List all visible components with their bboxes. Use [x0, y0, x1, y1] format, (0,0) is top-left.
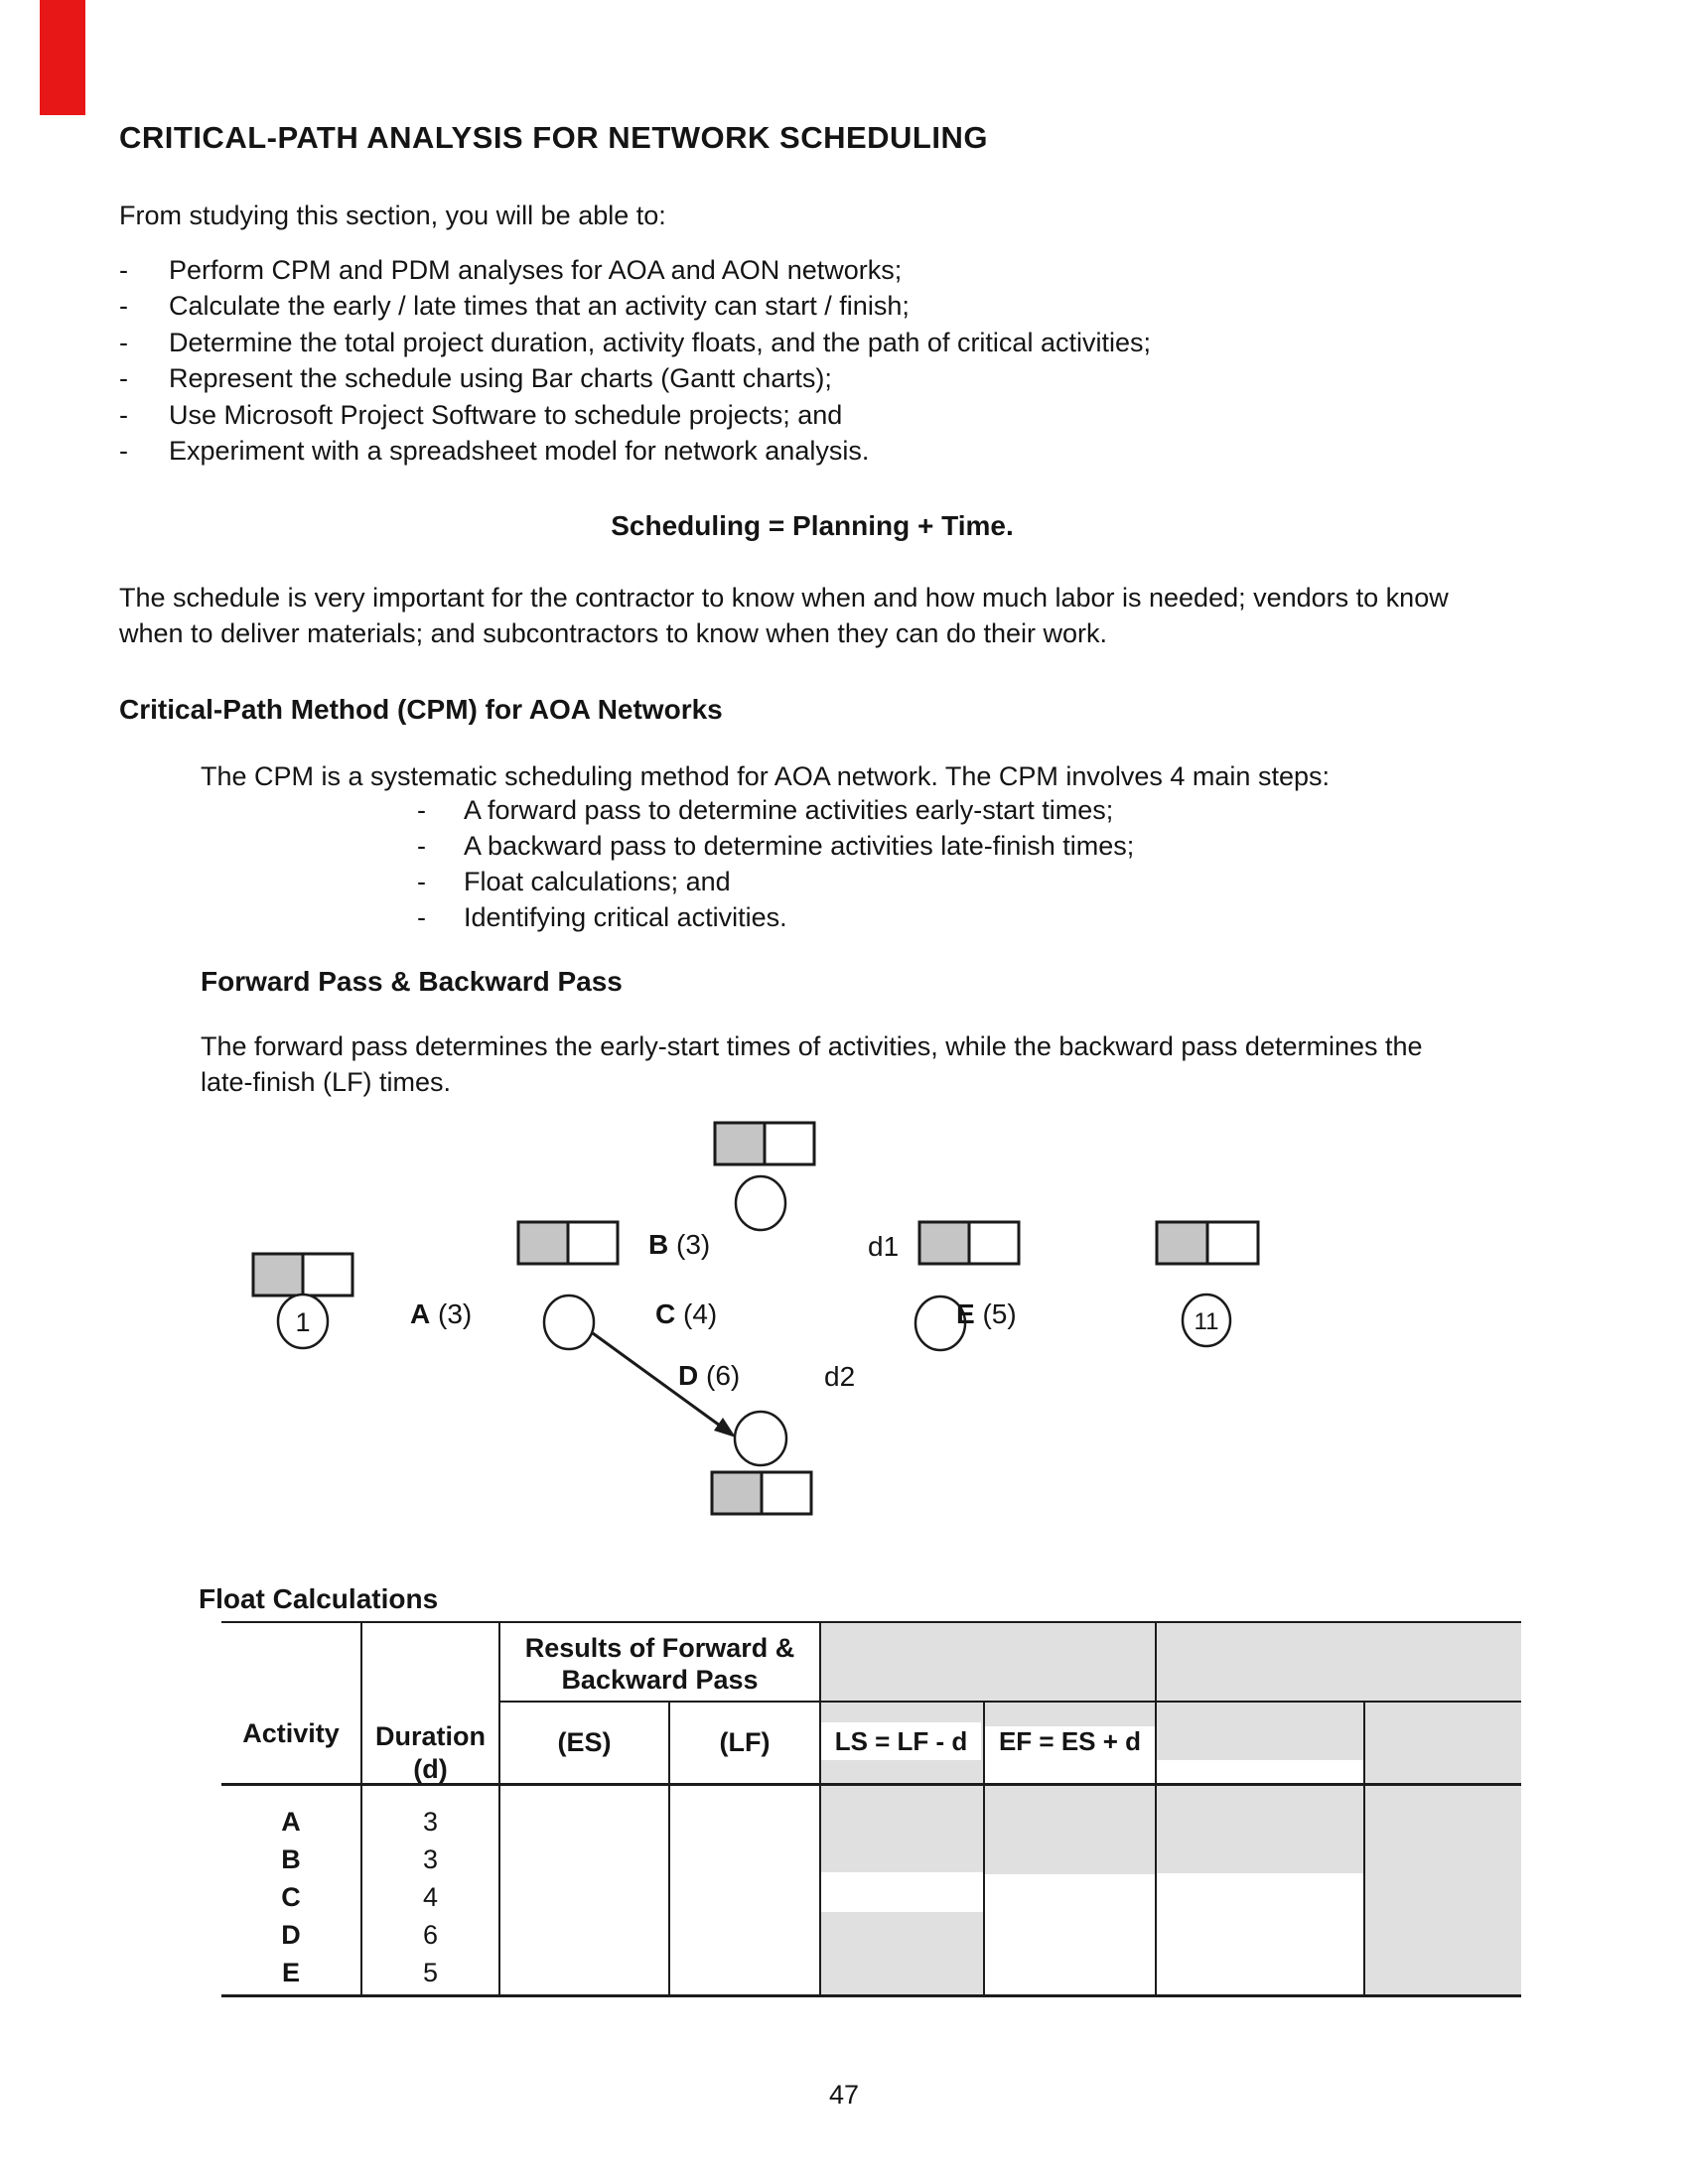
table-row-activity: A [281, 1807, 301, 1837]
event-node [736, 1176, 785, 1230]
white-band [1157, 1760, 1363, 1784]
bullet-dash: - [119, 255, 128, 285]
list-item [119, 399, 1529, 435]
bullet-dash: - [119, 291, 128, 322]
float-calculations-table [221, 1621, 1521, 2000]
objective-text: Experiment with a spreadsheet model for network analysis. [169, 435, 870, 466]
activity-name: C [655, 1298, 676, 1329]
activity-duration: (4) [683, 1298, 718, 1329]
shaded-cell [983, 1785, 1157, 1874]
table-row-duration: 6 [422, 1920, 439, 1950]
activity-label-d [678, 1360, 740, 1392]
activity-name: B [648, 1229, 669, 1260]
page-number: 47 [828, 2080, 860, 2110]
table-row-duration: 4 [422, 1882, 439, 1912]
paragraph-line: The forward pass determines the early-start times of activities, while the backward pass determines the [201, 1031, 1423, 1061]
objective-text: Calculate the early / late times that an activity can start / finish; [169, 291, 910, 322]
activity-name: E [956, 1298, 975, 1329]
shaded-cell [1155, 1785, 1365, 1873]
activity-label-e [956, 1298, 1017, 1330]
table-border [819, 1621, 821, 1997]
table-border [498, 1701, 1521, 1703]
red-corner-marker [40, 0, 85, 115]
es-lf-box [919, 1222, 969, 1264]
table-row-activity: D [281, 1920, 301, 1950]
span-header-line1: Results of Forward & [524, 1633, 795, 1663]
list-item [119, 362, 1529, 398]
objective-text: Determine the total project duration, activity floats, and the path of critical activities; [169, 327, 1151, 357]
event-node [735, 1412, 786, 1465]
table-row-duration: 3 [422, 1844, 439, 1874]
activity-duration: (5) [982, 1298, 1017, 1329]
list-item [417, 830, 1410, 866]
bullet-dash: - [119, 399, 128, 430]
col-header-es: (ES) [557, 1727, 612, 1757]
table-border [221, 1994, 1521, 1997]
table-border [1363, 1701, 1365, 1997]
activity-label-c [655, 1298, 717, 1330]
page-title: CRITICAL-PATH ANALYSIS FOR NETWORK SCHEDULING [119, 120, 988, 155]
es-lf-box [253, 1254, 303, 1296]
es-lf-box [712, 1472, 762, 1514]
col-header-ls-formula: LS = LF - d [834, 1726, 968, 1756]
shaded-cell [1363, 1703, 1521, 1783]
table-row-duration: 3 [422, 1807, 439, 1837]
intro-text: From studying this section, you will be able to: [119, 201, 666, 230]
es-lf-box [765, 1123, 814, 1164]
bullet-dash: - [119, 363, 128, 394]
cpm-steps-list [417, 794, 1410, 937]
bullet-dash: - [417, 902, 426, 932]
bullet-dash: - [119, 435, 128, 466]
col-header-lf: (LF) [719, 1727, 771, 1757]
list-item [417, 901, 1410, 937]
es-lf-box [969, 1222, 1019, 1264]
list-item [417, 794, 1410, 830]
es-lf-box [1207, 1222, 1258, 1264]
arrowhead [714, 1418, 736, 1437]
objectives-list [119, 254, 1529, 471]
col-header-ef-formula: EF = ES + d [998, 1726, 1142, 1756]
paragraph-line: late-finish (LF) times. [201, 1067, 452, 1097]
es-lf-box [303, 1254, 352, 1296]
table-row-activity: C [281, 1882, 301, 1912]
slogan: Scheduling = Planning + Time. [611, 510, 1014, 541]
dummy-label-d1: d1 [868, 1231, 900, 1262]
step-text: A backward pass to determine activities late-finish times; [464, 831, 1135, 861]
es-lf-box [568, 1222, 618, 1264]
step-text: Float calculations; and [464, 867, 731, 896]
activity-name: A [410, 1298, 431, 1329]
table-border [1155, 1621, 1157, 1997]
step-text: Identifying critical activities. [464, 902, 787, 932]
network-diagram-shapes [0, 1092, 1688, 1559]
bullet-dash: - [119, 327, 128, 357]
activity-duration: (3) [438, 1298, 473, 1329]
list-item [119, 327, 1529, 362]
activity-name: D [678, 1360, 699, 1391]
col-header-duration-unit: (d) [413, 1754, 448, 1784]
shaded-cell [983, 1703, 1157, 1726]
paragraph-line: when to deliver materials; and subcontractors to know when they can do their work. [119, 618, 1108, 648]
table-row-activity: E [281, 1958, 300, 1987]
aoa-network-diagram [0, 1092, 1688, 1559]
table-border [221, 1621, 1521, 1623]
bullet-dash: - [417, 831, 426, 861]
activity-duration: (6) [706, 1360, 741, 1391]
list-item [119, 435, 1529, 471]
white-band [821, 1872, 983, 1912]
bullet-dash: - [417, 867, 426, 896]
es-lf-box [762, 1472, 811, 1514]
col-header-activity: Activity [242, 1718, 340, 1748]
step-text: A forward pass to determine activities early-start times; [464, 795, 1114, 825]
section-heading-float: Float Calculations [199, 1583, 439, 1614]
es-lf-box [715, 1123, 765, 1164]
section-heading-cpm: Critical-Path Method (CPM) for AOA Networks [119, 694, 723, 725]
cpm-lead-text: The CPM is a systematic scheduling method for AOA network. The CPM involves 4 main steps: [201, 761, 1330, 791]
table-row-duration: 5 [422, 1958, 439, 1987]
node-11-number: 11 [1194, 1308, 1219, 1335]
objective-text: Use Microsoft Project Software to schedule projects; and [169, 399, 843, 430]
es-lf-box [518, 1222, 568, 1264]
span-header-line2: Backward Pass [561, 1665, 759, 1695]
activity-label-a [410, 1298, 472, 1330]
list-item [119, 290, 1529, 326]
shaded-cell [1155, 1703, 1365, 1760]
shaded-cell [819, 1623, 1521, 1701]
objective-text: Represent the schedule using Bar charts (Gantt charts); [169, 363, 832, 394]
col-header-duration: Duration [375, 1721, 486, 1751]
activity-duration: (3) [676, 1229, 711, 1260]
paragraph-line: The schedule is very important for the contractor to know when and how much labor is needed; vendors to know [119, 583, 1449, 613]
list-item [417, 866, 1410, 901]
activity-label-b [648, 1229, 710, 1261]
es-lf-box [1157, 1222, 1207, 1264]
dummy-label-d2: d2 [824, 1361, 856, 1392]
list-item [119, 254, 1529, 290]
bullet-dash: - [417, 795, 426, 825]
table-row-activity: B [281, 1844, 301, 1874]
node-1-number: 1 [295, 1307, 311, 1337]
objective-text: Perform CPM and PDM analyses for AOA and AON networks; [169, 255, 903, 285]
event-node [544, 1296, 594, 1349]
section-heading-passes: Forward Pass & Backward Pass [201, 966, 623, 997]
shaded-cell [1363, 1785, 1521, 1994]
